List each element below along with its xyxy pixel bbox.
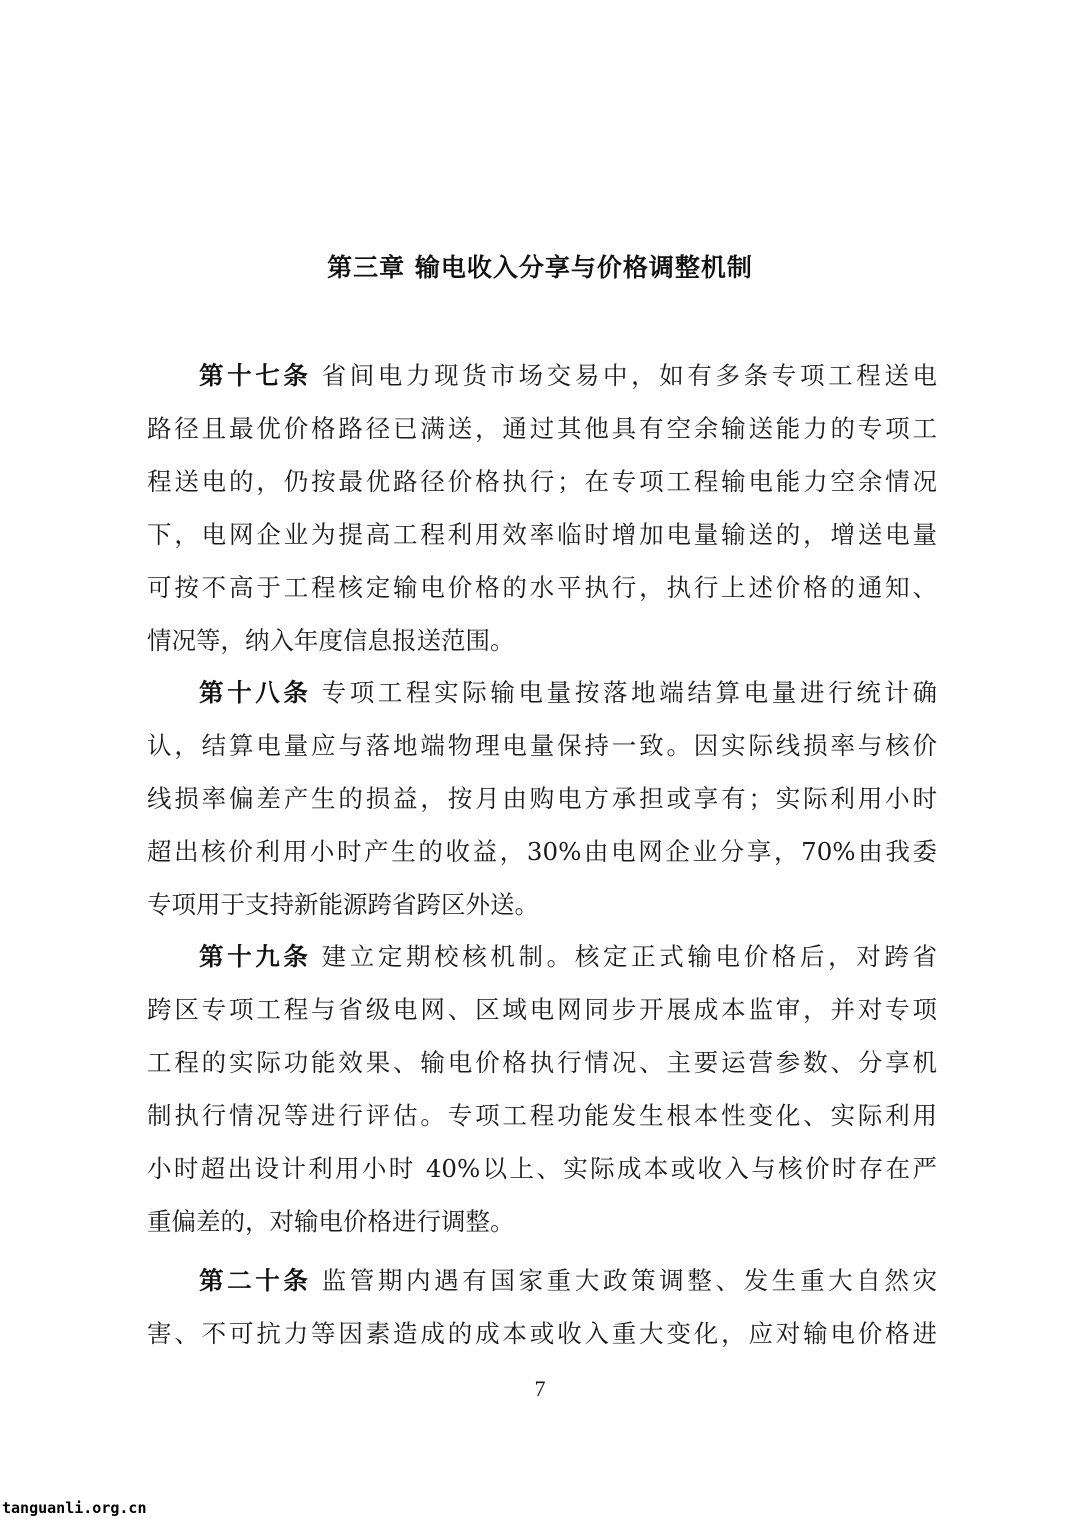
article-line: 超出核价利用小时产生的收益，30%由电网企业分享，70%由我委: [147, 837, 937, 866]
watermark-text: tanguanli.org.cn: [2, 1499, 147, 1517]
article-line: [147, 1254, 937, 1307]
article-text: 建立定期校核机制。核定正式输电价格后，对跨省: [321, 942, 937, 971]
article-line: 跨区专项工程与省级电网、区域电网同步开展成本监审，并对专项: [147, 995, 937, 1024]
article-20: [147, 1254, 937, 1360]
chapter-title: 第三章 输电收入分享与价格调整机制: [327, 253, 753, 282]
article-line: 重偏差的，对输电价格进行调整。: [147, 1207, 515, 1236]
article-18: [147, 666, 937, 931]
article-line: 路径且最优价格路径已满送，通过其他具有空余输送能力的专项工: [147, 414, 937, 443]
article-line: [147, 930, 937, 983]
article-19: [147, 930, 937, 1248]
article-heading: 第二十条: [199, 1266, 312, 1295]
article-text: 专项工程实际输电量按落地端结算电量进行统计确: [321, 678, 937, 707]
page-number: 7: [534, 1376, 546, 1401]
article-line: 专项用于支持新能源跨省跨区外送。: [147, 890, 539, 919]
article-text: 监管期内遇有国家重大政策调整、发生重大自然灾: [321, 1266, 937, 1295]
article-text: 省间电力现货市场交易中，如有多条专项工程送电: [321, 361, 937, 390]
article-line: 小时超出设计利用小时 40%以上、实际成本或收入与核价时存在严: [147, 1154, 937, 1183]
article-line: 情况等，纳入年度信息报送范围。: [147, 626, 515, 655]
article-line: 工程的实际功能效果、输电价格执行情况、主要运营参数、分享机: [147, 1048, 937, 1077]
article-heading: 第十八条: [199, 678, 312, 707]
article-line: 程送电的，仍按最优路径价格执行；在专项工程输电能力空余情况: [147, 467, 937, 496]
article-heading: 第十七条: [199, 361, 312, 390]
article-line: 线损率偏差产生的损益，按月由购电方承担或享有；实际利用小时: [147, 784, 937, 813]
article-line: [147, 349, 937, 402]
article-line: 认，结算电量应与落地端物理电量保持一致。因实际线损率与核价: [147, 731, 937, 760]
article-line: [147, 666, 937, 719]
article-line: 害、不可抗力等因素造成的成本或收入重大变化，应对输电价格进: [147, 1319, 937, 1348]
article-line: 制执行情况等进行评估。专项工程功能发生根本性变化、实际利用: [147, 1101, 937, 1130]
article-heading: 第十九条: [199, 942, 312, 971]
article-line: 下，电网企业为提高工程利用效率临时增加电量输送的，增送电量: [147, 520, 937, 549]
article-line: 可按不高于工程核定输电价格的水平执行，执行上述价格的通知、: [147, 573, 937, 602]
article-17: [147, 349, 937, 667]
